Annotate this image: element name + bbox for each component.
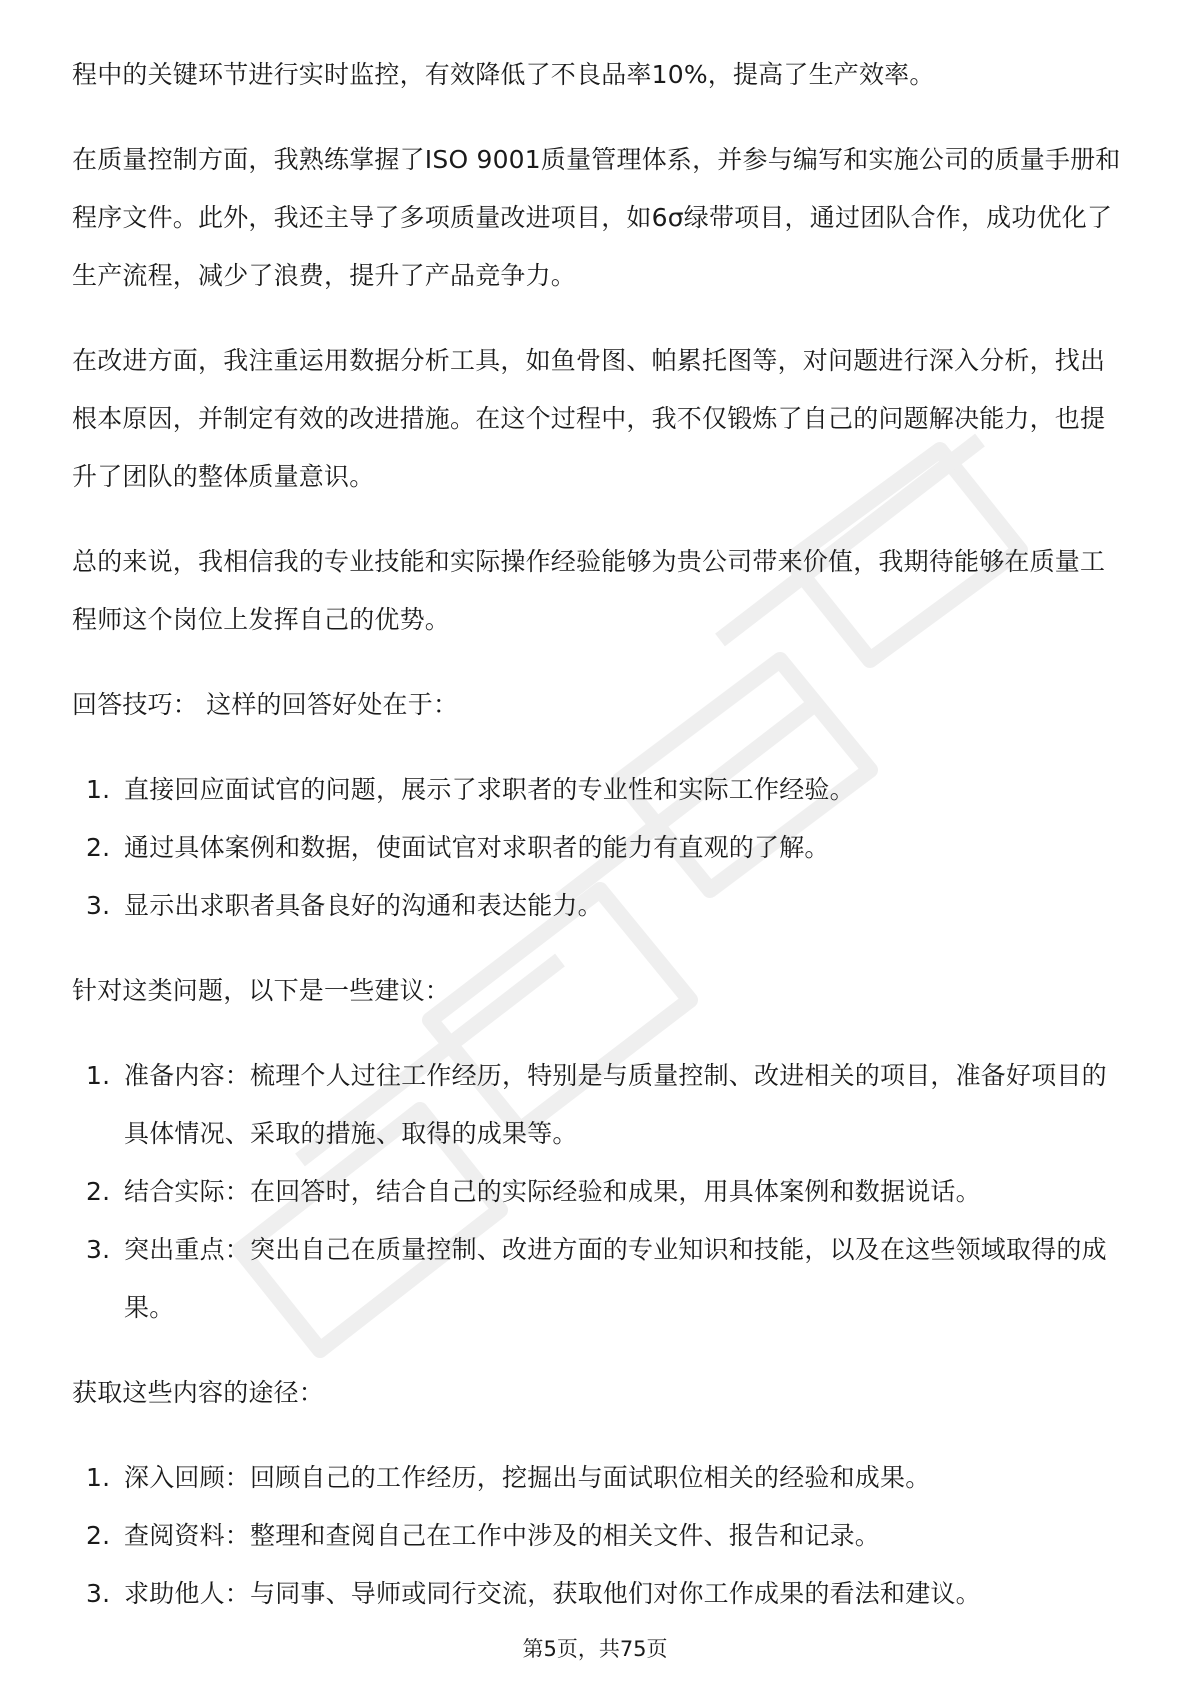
list-number: 2. xyxy=(86,833,111,862)
list-item-text: 通过具体案例和数据，使面试官对求职者的能力有直观的了解。 xyxy=(124,833,830,862)
list-item xyxy=(72,1449,1122,1507)
list-item-text: 深入回顾：回顾自己的工作经历，挖掘出与面试职位相关的经验和成果。 xyxy=(124,1463,931,1492)
list-item-text: 突出重点：突出自己在质量控制、改进方面的专业知识和技能，以及在这些领域取得的成果。 xyxy=(124,1235,1107,1322)
list-item xyxy=(72,819,1122,877)
list-item-text: 准备内容：梳理个人过往工作经历，特别是与质量控制、改进相关的项目，准备好项目的具体情况、采取的措施、取得的成果等。 xyxy=(124,1061,1107,1148)
list-item xyxy=(72,1163,1122,1221)
list-number: 1. xyxy=(86,1061,111,1090)
list-number: 2. xyxy=(86,1521,111,1550)
list-item xyxy=(72,1047,1122,1163)
list-item xyxy=(72,1565,1122,1623)
sources-heading: 获取这些内容的途径： xyxy=(72,1378,325,1407)
list-number: 3. xyxy=(86,1235,111,1264)
list-item-text: 显示出求职者具备良好的沟通和表达能力。 xyxy=(124,891,603,920)
list-item-text: 查阅资料：整理和查阅自己在工作中涉及的相关文件、报告和记录。 xyxy=(124,1521,881,1550)
list-number: 1. xyxy=(86,775,111,804)
suggestions-list xyxy=(72,1047,1122,1337)
list-item xyxy=(72,1507,1122,1565)
paragraph: 总的来说，我相信我的专业技能和实际操作经验能够为贵公司带来价值，我期待能够在质量工程师这个岗位上发挥自己的优势。 xyxy=(72,547,1106,634)
paragraph: 在改进方面，我注重运用数据分析工具，如鱼骨图、帕累托图等，对问题进行深入分析，找出根本原因，并制定有效的改进措施。在这个过程中，我不仅锻炼了自己的问题解决能力，也提升了团队的整体质量意识。 xyxy=(72,346,1106,491)
list-number: 2. xyxy=(86,1177,111,1206)
list-number: 3. xyxy=(86,891,111,920)
list-item-text: 结合实际：在回答时，结合自己的实际经验和成果，用具体案例和数据说话。 xyxy=(124,1177,981,1206)
list-item xyxy=(72,877,1122,935)
tips-heading: 回答技巧： 这样的回答好处在于： xyxy=(72,690,459,719)
list-number: 3. xyxy=(86,1579,111,1608)
sources-list xyxy=(72,1449,1122,1623)
paragraph: 程中的关键环节进行实时监控，有效降低了不良品率10%，提高了生产效率。 xyxy=(72,60,935,89)
list-item xyxy=(72,761,1122,819)
list-item-text: 求助他人：与同事、导师或同行交流，获取他们对你工作成果的看法和建议。 xyxy=(124,1579,981,1608)
list-item-text: 直接回应面试官的问题，展示了求职者的专业性和实际工作经验。 xyxy=(124,775,855,804)
list-number: 1. xyxy=(86,1463,111,1492)
tips-list xyxy=(72,761,1122,935)
paragraph: 在质量控制方面，我熟练掌握了ISO 9001质量管理体系，并参与编写和实施公司的质量手册和程序文件。此外，我还主导了多项质量改进项目，如6σ绿带项目，通过团队合作，成功优化了生产流程，减少了浪费，提升了产品竞争力。 xyxy=(72,145,1121,290)
page-number-footer: 第5页，共75页 xyxy=(522,1637,668,1661)
list-item xyxy=(72,1221,1122,1337)
document-body xyxy=(72,46,1122,1650)
suggestions-heading: 针对这类问题，以下是一些建议： xyxy=(72,976,451,1005)
